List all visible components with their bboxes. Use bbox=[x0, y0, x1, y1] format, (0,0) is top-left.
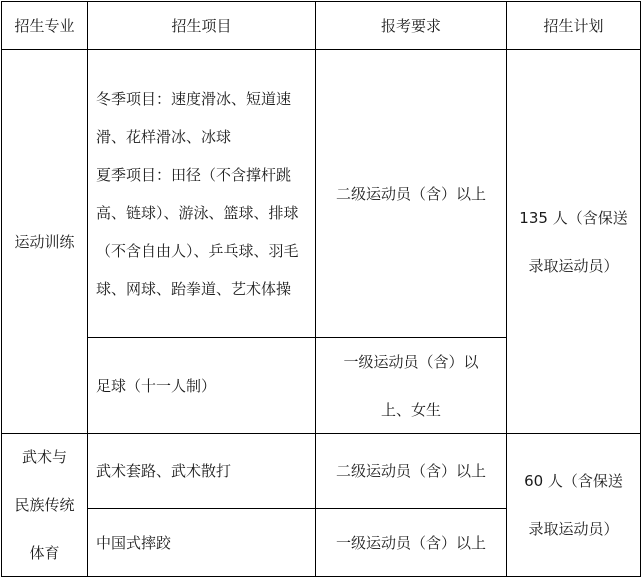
major-line: 民族传统 bbox=[14, 496, 75, 514]
project-wushu bbox=[96, 434, 315, 508]
project-line: 足球（十一人制） bbox=[96, 376, 217, 395]
requirement-line: 二级运动员（含）以上 bbox=[335, 184, 486, 203]
project-line: （不含自由人）、乒乓球、羽毛 bbox=[96, 241, 299, 260]
plan-lines bbox=[519, 194, 627, 290]
plan-line: 135 人（含保送 bbox=[519, 208, 628, 227]
project-lines bbox=[96, 80, 299, 308]
project-line: 高、链球）、游泳、篮球、排球 bbox=[96, 203, 299, 222]
requirement-level1-female bbox=[316, 338, 506, 433]
header-major: 招生专业 bbox=[14, 17, 75, 35]
header-requirement: 报考要求 bbox=[380, 17, 441, 35]
project-line: 球、网球、跆拳道、艺术体操 bbox=[96, 279, 292, 298]
project-winter-summer bbox=[96, 50, 315, 337]
requirement-level2 bbox=[316, 50, 506, 337]
plan-line: 60 人（含保送 bbox=[524, 472, 623, 490]
plan-line: 录取运动员） bbox=[528, 520, 619, 538]
requirement-lines bbox=[343, 338, 478, 434]
table-border-bottom bbox=[1, 576, 641, 577]
major-sports-training: 运动训练 bbox=[14, 232, 75, 251]
plan-line: 录取运动员） bbox=[528, 256, 619, 275]
requirement-wushu bbox=[316, 434, 506, 508]
header-plan: 招生计划 bbox=[543, 17, 604, 35]
table-border-right bbox=[640, 1, 641, 577]
major-wushu bbox=[2, 434, 87, 576]
project-line: 中国式摔跤 bbox=[96, 533, 172, 552]
project-line: 冬季项目：速度滑冰、短道速 bbox=[96, 89, 292, 108]
plan-sports-training bbox=[507, 50, 640, 433]
requirement-wrestling bbox=[316, 509, 506, 576]
requirement-line: 一级运动员（含）以上 bbox=[335, 533, 486, 552]
col-divider-1 bbox=[87, 1, 88, 577]
plan-wushu bbox=[507, 434, 640, 576]
header-project: 招生项目 bbox=[171, 17, 232, 35]
major-lines bbox=[14, 433, 74, 577]
requirement-line: 一级运动员（含）以 bbox=[343, 352, 479, 371]
project-wrestling bbox=[96, 509, 315, 576]
project-line: 滑、花样滑冰、冰球 bbox=[96, 127, 232, 146]
plan-lines bbox=[524, 457, 623, 553]
project-football bbox=[96, 338, 315, 433]
major-line: 武术与 bbox=[21, 448, 67, 466]
project-line: 武术套路、武术散打 bbox=[96, 462, 232, 480]
requirement-line: 二级运动员（含）以上 bbox=[335, 462, 486, 480]
requirement-line: 上、女生 bbox=[380, 400, 441, 419]
major-line: 体育 bbox=[29, 544, 60, 562]
project-line: 夏季项目：田径（不含撑杆跳 bbox=[96, 165, 292, 184]
